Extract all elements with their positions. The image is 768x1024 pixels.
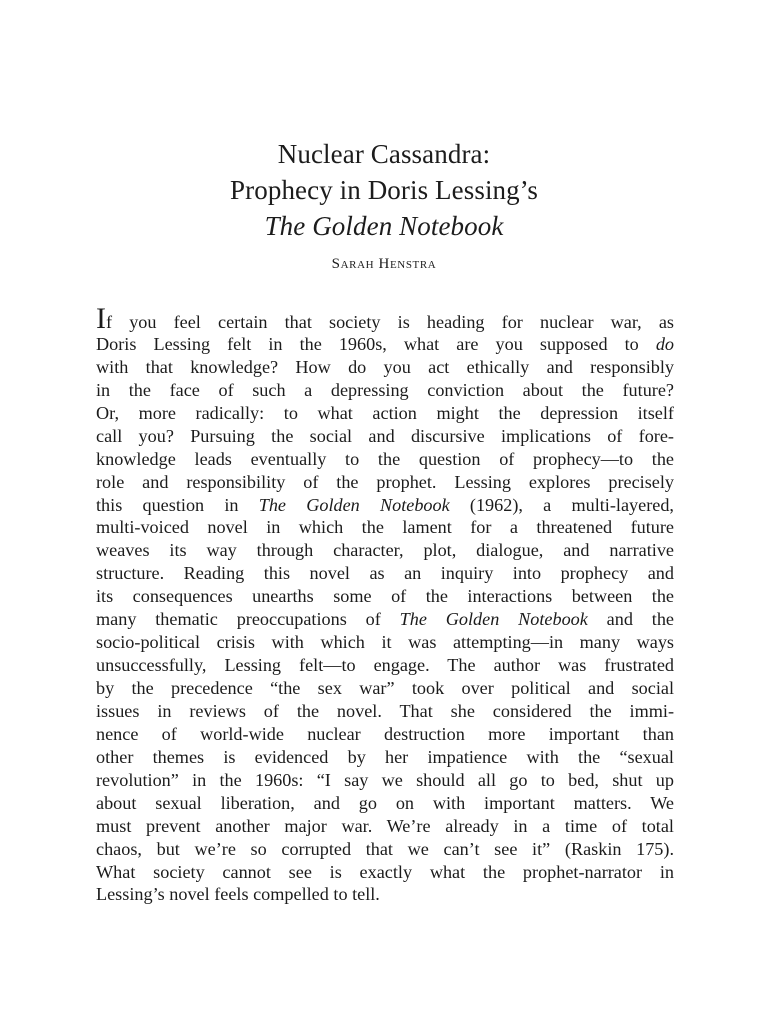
text-line xyxy=(96,448,674,471)
text-line xyxy=(96,861,674,884)
italic-segment: The Golden Notebook xyxy=(399,609,588,630)
text-line xyxy=(96,654,674,677)
text-line xyxy=(96,883,674,906)
text-line xyxy=(96,379,674,402)
text-segment: this question in xyxy=(96,494,259,515)
text-segment: many thematic preoccupations of xyxy=(96,609,400,630)
text-segment: What society cannot see is exactly what the prophet-narrator in xyxy=(96,861,674,882)
text-segment: its consequences unearths some of the interactions between the xyxy=(96,586,674,607)
text-line xyxy=(96,769,674,792)
text-segment: socio-political crisis with which it was attempting—in many ways xyxy=(96,632,674,653)
text-segment: Or, more radically: to what action might the depression itself xyxy=(96,402,674,423)
text-segment: structure. Reading this novel as an inquiry into prophecy and xyxy=(96,563,674,584)
text-line xyxy=(96,356,674,379)
text-segment: knowledge leads eventually to the question of prophecy—to the xyxy=(96,448,674,469)
text-line xyxy=(96,631,674,654)
text-line xyxy=(96,723,674,746)
text-segment: and the xyxy=(587,609,674,630)
text-segment: nence of world-wide nuclear destruction more important than xyxy=(96,723,674,744)
text-line xyxy=(96,333,674,356)
body-paragraph xyxy=(96,302,674,906)
text-segment: other themes is evidenced by her impatience with the “sexual xyxy=(96,746,674,767)
text-line xyxy=(96,562,674,585)
text-segment: unsuccessfully, Lessing felt—to engage. The author was frustrated xyxy=(96,655,674,676)
text-segment: f you feel certain that society is heading for nuclear war, as xyxy=(106,312,674,332)
text-segment: chaos, but we’re so corrupted that we can’t see it” (Raskin 175). xyxy=(96,838,674,859)
text-line xyxy=(96,539,674,562)
text-segment: (1962), a multi-layered, xyxy=(449,494,674,515)
title-line-1: Nuclear Cassandra: xyxy=(277,139,491,169)
title-line-3: The Golden Notebook xyxy=(264,211,504,241)
text-segment: role and responsibility of the prophet. Lessing explores precisely xyxy=(96,471,674,492)
text-segment: in the face of such a depressing conviction about the future? xyxy=(96,379,674,400)
text-segment: multi-voiced novel in which the lament for a threatened future xyxy=(96,517,674,538)
text-segment: revolution” in the 1960s: “I say we should all go to bed, shut up xyxy=(96,769,674,790)
text-line xyxy=(96,471,674,494)
text-line xyxy=(96,302,674,335)
text-line xyxy=(96,838,674,861)
article-title xyxy=(0,136,768,244)
text-line xyxy=(96,516,674,539)
italic-segment: The Golden Notebook xyxy=(258,494,450,515)
text-line xyxy=(96,792,674,815)
text-line xyxy=(96,677,674,700)
text-segment: by the precedence “the sex war” took over political and social xyxy=(96,678,674,698)
text-segment: weaves its way through character, plot, dialogue, and narrative xyxy=(96,540,674,561)
text-segment: call you? Pursuing the social and discursive implications of fore- xyxy=(96,425,674,446)
text-segment: Doris Lessing felt in the 1960s, what are you supposed to xyxy=(96,333,656,354)
text-line xyxy=(96,746,674,769)
text-line xyxy=(96,585,674,608)
drop-cap: I xyxy=(96,302,106,335)
text-segment: about sexual liberation, and go on with important matters. We xyxy=(96,792,674,813)
italic-segment: do xyxy=(655,333,674,354)
text-line xyxy=(96,700,674,723)
text-line xyxy=(96,608,674,631)
text-line xyxy=(96,494,674,517)
text-segment: issues in reviews of the novel. That she considered the immi- xyxy=(96,700,674,721)
text-line xyxy=(96,815,674,838)
text-segment: Lessing’s novel feels compelled to tell. xyxy=(96,884,380,905)
title-line-2: Prophecy in Doris Lessing’s xyxy=(230,175,538,205)
author-name: Sarah Henstra xyxy=(331,256,437,272)
text-segment: must prevent another major war. We’re already in a time of total xyxy=(96,815,674,836)
text-line xyxy=(96,425,674,448)
text-segment: with that knowledge? How do you act ethically and responsibly xyxy=(96,356,674,377)
text-line xyxy=(96,402,674,425)
